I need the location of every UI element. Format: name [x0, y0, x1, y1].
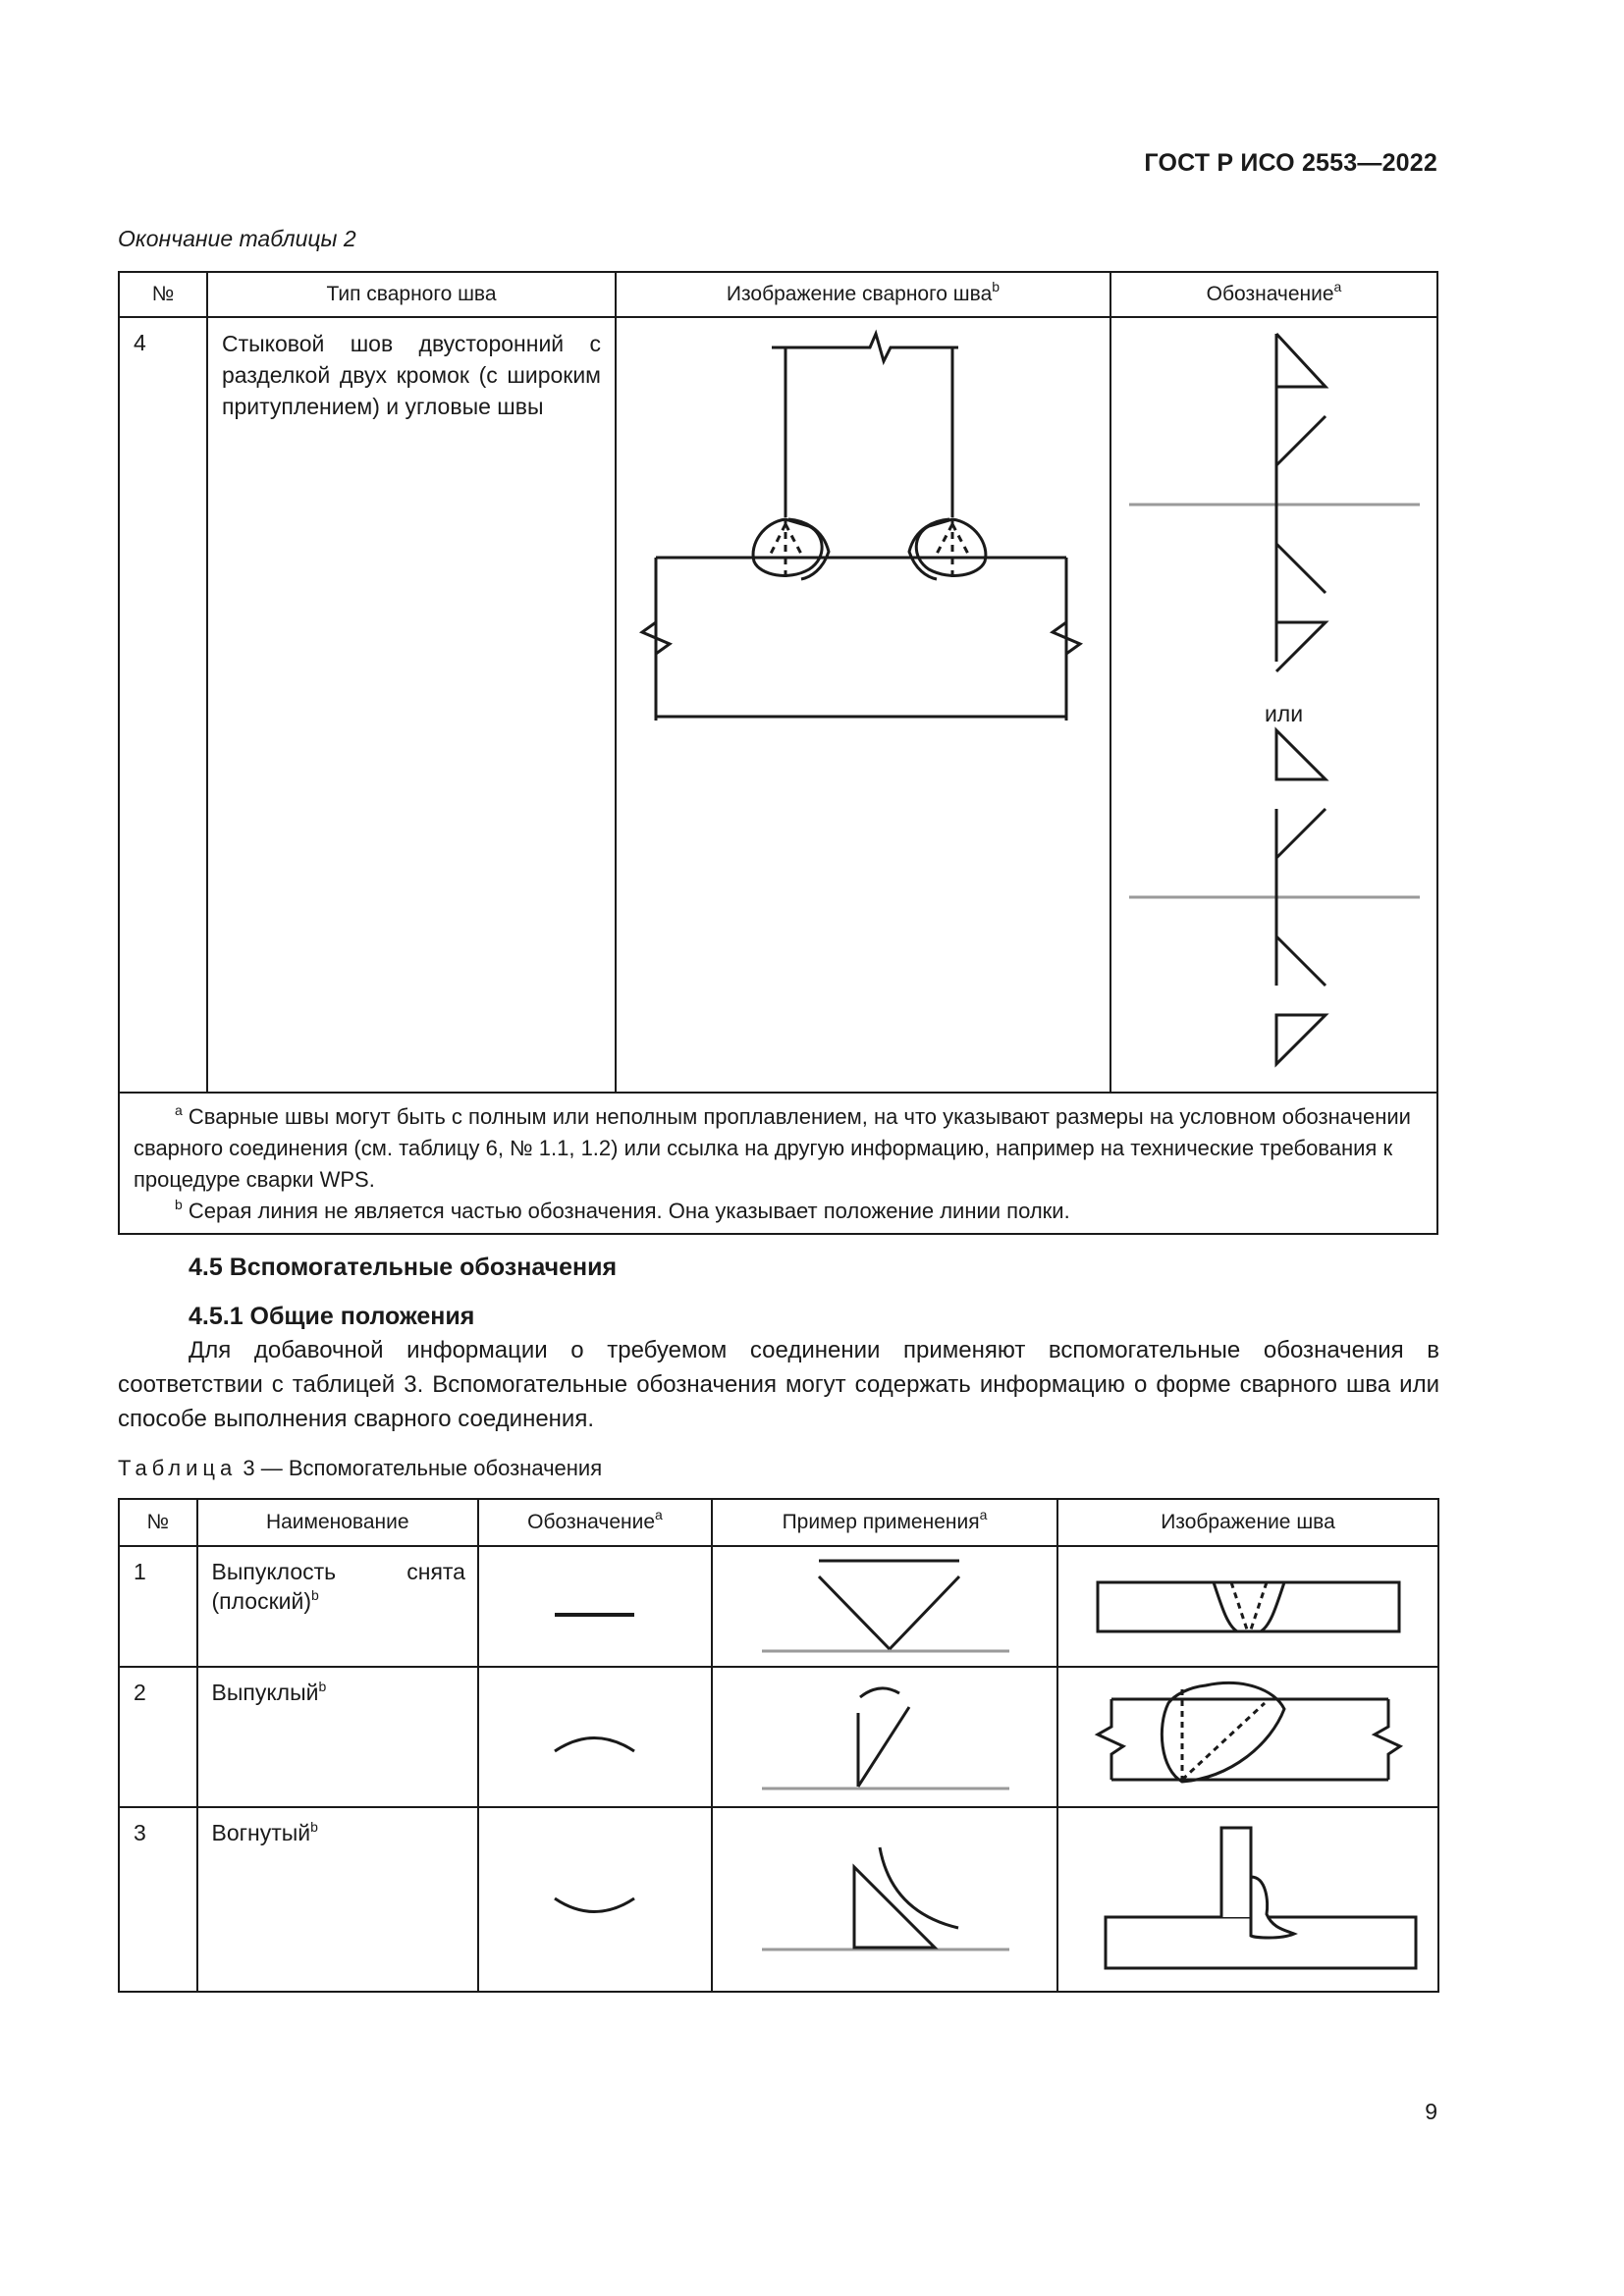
concave-symbol — [479, 1808, 711, 1991]
table-header-row — [119, 1499, 1438, 1546]
row-number: 4 — [119, 317, 207, 1093]
col-header-num: № — [119, 272, 207, 317]
weld-image-cell — [616, 317, 1110, 1093]
col-header-weld-image: Изображение шва — [1057, 1499, 1438, 1546]
subsection-heading: 4.5.1 Общие положения — [189, 1303, 475, 1330]
row-number: 3 — [119, 1807, 197, 1992]
table-row — [119, 317, 1437, 1093]
table-row — [119, 1546, 1438, 1667]
symbol-name: Вогнутый$^b$ — [197, 1807, 478, 1992]
col-header-symbol: Обозначение$^a$ — [1110, 272, 1437, 317]
convex-symbol — [479, 1668, 711, 1806]
footnote-row — [119, 1093, 1437, 1234]
concave-weld-image — [1058, 1808, 1437, 1991]
example-cell — [712, 1667, 1057, 1807]
flat-example — [713, 1547, 1056, 1666]
row-number: 2 — [119, 1667, 197, 1807]
table2-caption: Окончание таблицы 2 — [118, 226, 356, 251]
col-header-num: № — [119, 1499, 197, 1546]
col-header-symbol: Обозначение$^a$ — [478, 1499, 712, 1546]
concave-example — [713, 1808, 1056, 1991]
table-row — [119, 1667, 1438, 1807]
col-header-image: Изображение сварного шва$^b$ — [616, 272, 1110, 317]
page-number: 9 — [1425, 2099, 1437, 2124]
footnote-a: $^a$ Сварные швы могут быть с полным или неполным проплавлением, на что указывают размеры на условном обозначении сварного соединения (см. таблицу 6, № 1.1, 1.2) или ссылка на другую информацию, например на технические требования к процедуре сварки WPS. — [134, 1102, 1411, 1192]
flat-weld-image — [1058, 1547, 1437, 1666]
table-row — [119, 1807, 1438, 1992]
weld-type: Стыковой шов двусторонний с разделкой двух кромок (с широким притуплением) и угловые швы — [207, 317, 616, 1093]
symbol-name: Выпуклость снята (плоский)$^b$ — [197, 1546, 478, 1667]
table-header-row — [119, 272, 1437, 317]
section-heading: 4.5 Вспомогательные обозначения — [189, 1254, 618, 1281]
col-header-type: Тип сварного шва — [207, 272, 616, 317]
table-2 — [118, 271, 1438, 1235]
convex-symbol-cell — [478, 1667, 712, 1807]
footnote-b: $^b$ Серая линия не является частью обозначения. Она указывает положение линии полки. — [175, 1197, 1070, 1223]
weld-drawing — [617, 318, 1110, 1092]
document-code: ГОСТ Р ИСО 2553—2022 — [1144, 149, 1437, 177]
symbol-name: Выпуклый$^b$ — [197, 1667, 478, 1807]
body-paragraph: Для добавочной информации о требуемом соединении применяют вспомогательные обозначения в соответствии с таблицей 3. Вспомогательные обозначения могут содержать информацию о форме сварного шва или способе выполнения сварного соединения. — [118, 1337, 1439, 1432]
col-header-example: Пример применения$^a$ — [712, 1499, 1057, 1546]
weld-image-cell — [1057, 1546, 1438, 1667]
table3-caption: Таблица 3 — Вспомогательные обозначения — [118, 1456, 603, 1480]
convex-weld-image — [1058, 1668, 1437, 1806]
weld-image-cell — [1057, 1667, 1438, 1807]
example-cell — [712, 1807, 1057, 1992]
concave-symbol-cell — [478, 1807, 712, 1992]
table2-footnotes — [119, 1093, 1437, 1234]
col-header-name: Наименование — [197, 1499, 478, 1546]
weld-image-cell — [1057, 1807, 1438, 1992]
convex-example — [713, 1668, 1056, 1806]
example-cell — [712, 1546, 1057, 1667]
table-3 — [118, 1498, 1439, 1993]
flat-symbol-cell — [478, 1546, 712, 1667]
row-number: 1 — [119, 1546, 197, 1667]
flat-symbol — [479, 1547, 711, 1666]
weld-symbol-cell: или — [1110, 317, 1437, 1093]
